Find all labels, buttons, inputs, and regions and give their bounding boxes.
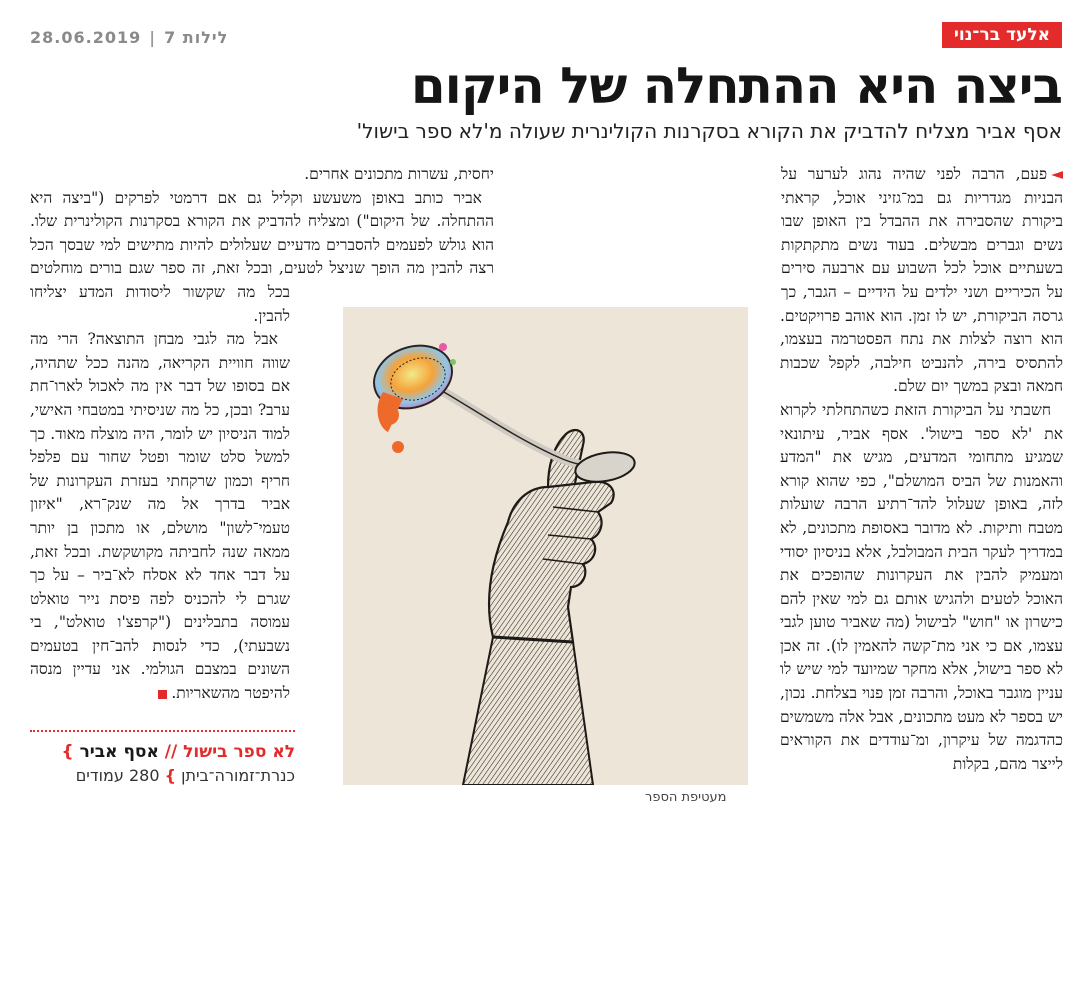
paragraph: ◄פעם, הרבה לפני שהיה נהוג לערער על הבניות מגדריות גם במ־גזיני אוכל, קראתי ביקורת שהסבירה את ההבדל בין האופן שבו נשים וגברים מבשלים. בעוד נשים מתקתקות בשעתיים אוכל לכל השבוע עם ארבעה סירים על הכיריים ושני ילדים על הידיים – הגבר, כך גרסה הביקורת, יש לו זמן. הוא אוהב פרויקטים. הוא רוצה לצלות את נתח הפסטרמה בעצמו, להתסיס בירה, להנביט חילבה, לקפל שכבות חמאה ובצק במשך יום שלם. bbox=[780, 165, 1063, 396]
book-title: לא ספר בישול bbox=[183, 742, 295, 762]
book-publisher-line bbox=[30, 764, 295, 788]
paragraph: חשבתי על הביקורת הזאת כשהתחלתי לקרוא את 'לא ספר בישול'. אסף אביר, עיתונאי שמגיע מתחומי המדעים, מגיש את "המדע והאמנות של הביס המושלם", כפי שהוא קורא לזה, באופן שעלול להד־רתיע הרבה שועלות מטבח ותיקות. לא מדובר באסופת מתכונים, לא במדריך לעקר הבית המבולבל, אלא בניסיון יסודי ומעמיק להבין את העקרונות שהופכים את האוכל לטעים ולהגיש אותם גם למי שאין להם כישרון או "חוש" לבישול (מה שאביר טוען לגבי עצמו, אם כי אני מת־קשה להאמין לו). זה אכן לא ספר בישול, אלא מחקר שמיועד למי שיש לו עניין מוגבר באוכל, והרבה זמן פנוי בצלחת. נכון, יש בספר לא מעט מתכונים, אבל אלה משמשים כהדגמה של עיקרון, ומ־עודדים את הקוראים לייצר מהם, בקלות bbox=[780, 400, 1063, 773]
page-header bbox=[30, 28, 228, 47]
issue-date: 28.06.2019 bbox=[30, 28, 142, 47]
author-tag: אלעד בר־נוי bbox=[942, 22, 1062, 48]
book-author: אסף אביר bbox=[79, 742, 159, 762]
article-column-left bbox=[30, 163, 495, 803]
float-spacer bbox=[494, 163, 495, 283]
article-subtitle: אסף אביר מצליח להדביק את הקורא בסקרנות הקולינרית שעולה מ'לא ספר בישול' bbox=[356, 119, 1062, 143]
book-pages: 280 עמודים bbox=[75, 766, 160, 785]
brace-icon: } bbox=[164, 766, 176, 785]
float-spacer bbox=[290, 283, 495, 803]
book-publisher: כנרת־זמורה־ביתן bbox=[181, 766, 295, 785]
end-mark-icon bbox=[158, 690, 167, 699]
article-title: ביצה היא ההתחלה של היקום bbox=[410, 57, 1062, 115]
publication-name: 7 לילות bbox=[164, 28, 229, 47]
paragraph: אבל מה לגבי מבחן התוצאה? הרי מה שווה חוויית הקריאה, מהנה ככל שתהיה, אם בסופו של דבר אין מה לאכול לארו־חת ערב? ובכן, כל מה שניסיתי במטבחי האישי, למוד הניסיון יש לומר, היה מוצלח מאוד. כך למשל סלט שומר ופטל שחור עם פלפל חריף וכמון שרקחתי בעזרת העקרונות של אביר בדרך אל מה שנק־רא, "איזון טעמי־לשון" מושלם, או מתכון בן יותר ממאה שנה לחביתה מקושקשת. ובכל זאת, על דבר אחד לא אסלח לא־ביר – על כך שגרם לי להכניס לפה פיסת נייר טואלט עמוסה בתבלינים ("קרפצ'ו טואלט", בי נשבעתי), כדי לנסות להב־חין בטעמים השונים במצבם הגולמי. אני עדיין מנסה להיפטר מהשאריות. bbox=[30, 330, 290, 703]
title-separator: // bbox=[164, 742, 178, 762]
article-column-right bbox=[780, 163, 1063, 1004]
image-caption: מעטיפת הספר bbox=[645, 790, 727, 805]
book-title-line bbox=[30, 740, 295, 764]
book-info bbox=[30, 740, 295, 788]
opening-marker-icon: ◄ bbox=[1051, 165, 1063, 183]
paragraph: יחסית, עשרות מתכונים אחרים. bbox=[304, 165, 494, 183]
brace-icon: } bbox=[61, 742, 74, 762]
header-separator: | bbox=[149, 28, 157, 47]
dotted-divider bbox=[30, 730, 295, 732]
paragraph: אביר כותב באופן משעשע וקליל גם אם דרמטי לפרקים ("ביצה היא ההתחלה. של היקום") ומצליח להדביק את הקורא בסקרנות הקולינרית שלו. הוא גולש לפעמים להסברים מדעיים שעלולים להיות מתישים למי שבסך הכל רצה להבין מה הופך שניצל לטעים, ובכל זאת, זה ספר שגם בורים מוחלטים בכל מה שקשור ליסודות המדע יצליחו להבין. bbox=[30, 188, 494, 325]
